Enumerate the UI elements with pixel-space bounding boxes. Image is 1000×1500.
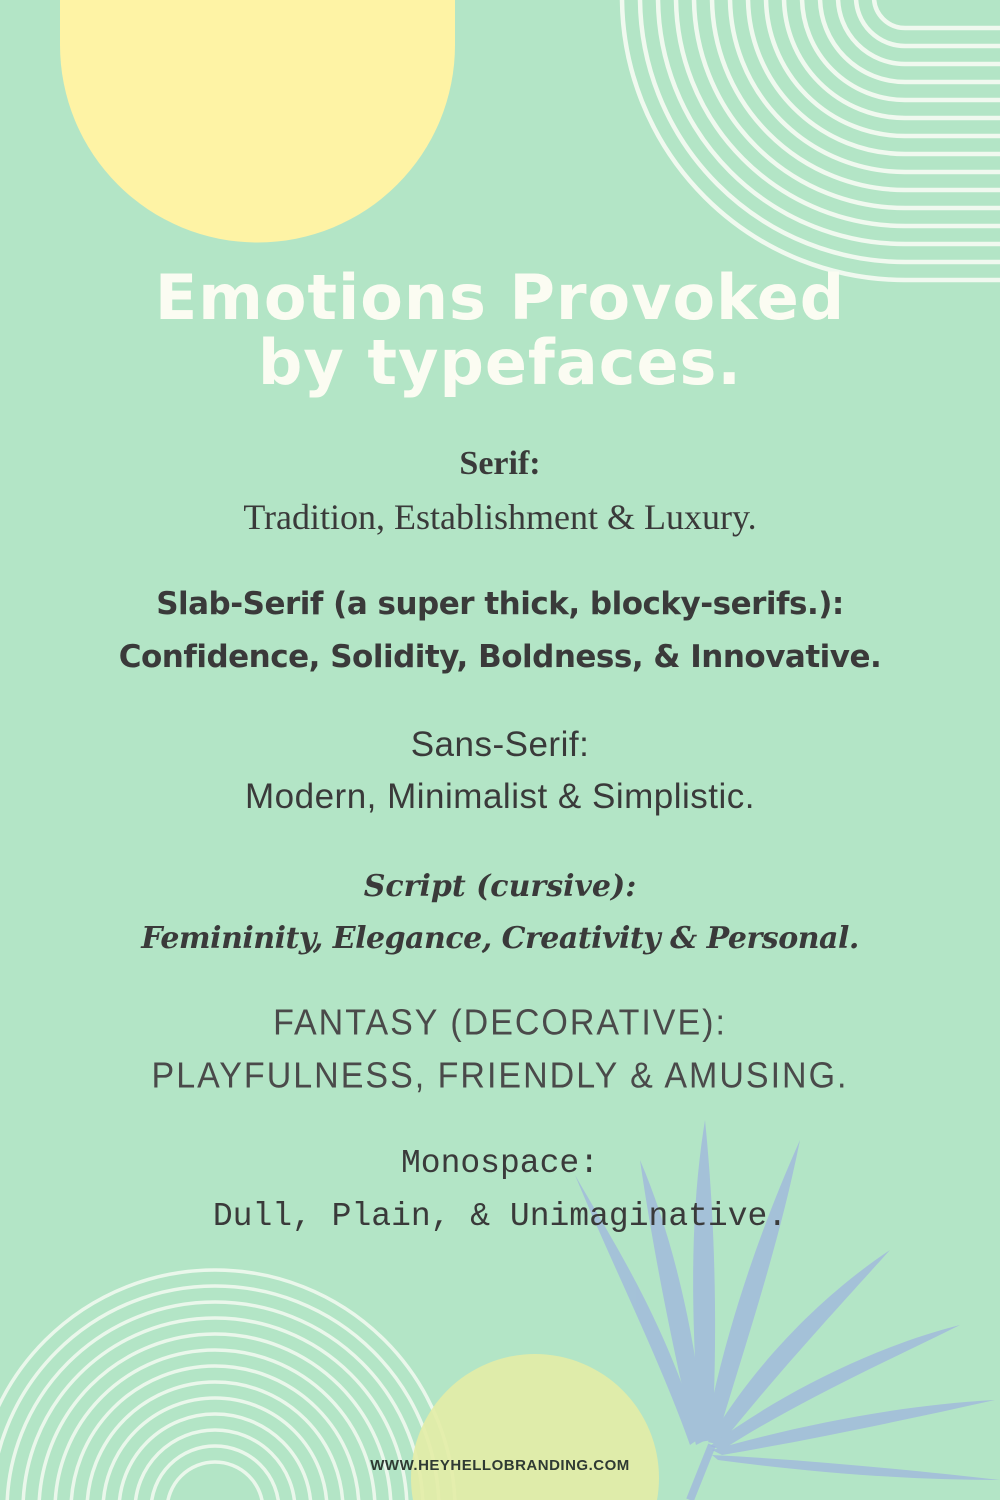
poster-title-line-2: by typefaces. [258,326,742,399]
fantasy-description: PLAYFULNESS, FRIENDLY & AMUSING. [151,1056,849,1096]
poster-title-line-1: Emotions Provoked [154,261,846,334]
footer-website-url: WWW.HEYHELLOBRANDING.COM [370,1457,630,1474]
serif-heading: Serif: [459,445,541,482]
fantasy-heading: FANTASY (DECORATIVE): [273,1003,727,1043]
sans-serif-description: Modern, Minimalist & Simplistic. [245,777,755,816]
monospace-description: Dull, Plain, & Unimaginative. [212,1198,788,1235]
serif-description: Tradition, Establishment & Luxury. [243,497,757,537]
script-description: Femininity, Elegance, Creativity & Personal. [141,921,859,956]
slab-serif-description: Confidence, Solidity, Boldness, & Innovative. [118,639,882,675]
script-heading: Script (cursive): [363,869,637,904]
monospace-heading: Monospace: [400,1145,600,1182]
slab-serif-heading: Slab-Serif (a super thick, blocky-serifs.): [156,586,844,622]
sans-serif-heading: Sans-Serif: [410,725,590,764]
